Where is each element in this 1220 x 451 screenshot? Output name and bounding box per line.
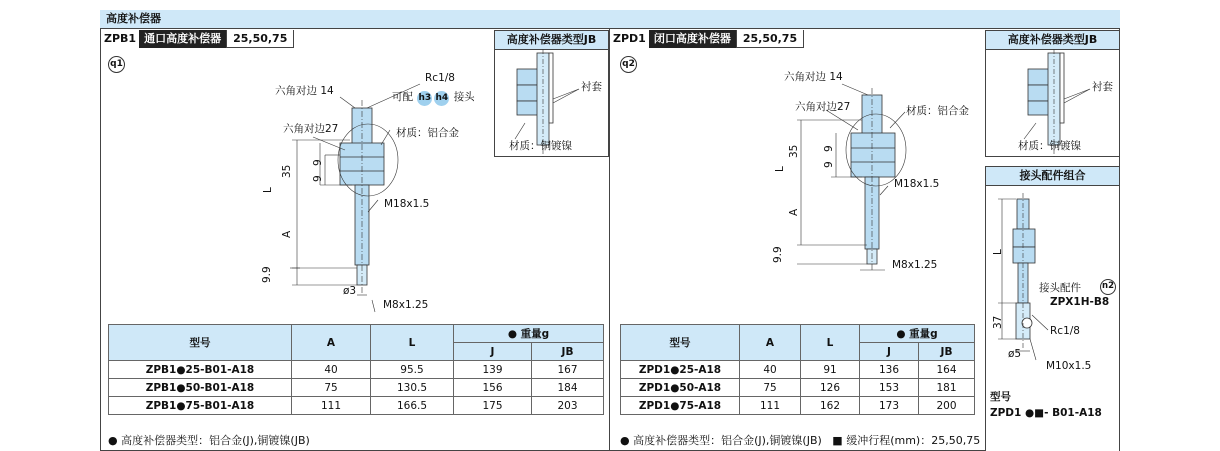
zpd1-th-A: A bbox=[740, 325, 801, 361]
zpb1-jb-material: 材质：铜镀镍 bbox=[509, 140, 572, 152]
fitting-label-text: 接头配件 bbox=[1039, 282, 1081, 294]
zpd1-hex27-label: 六角对边27 bbox=[795, 101, 851, 113]
zpb1-th-weight-label: 重量g bbox=[520, 328, 550, 340]
table-row bbox=[621, 361, 975, 379]
model-code: ZPD1 bbox=[638, 399, 671, 412]
zpd1-dim-A: A bbox=[788, 208, 800, 216]
row-L: 130.5 bbox=[371, 379, 454, 397]
zpd1-m18-label: M18x1.5 bbox=[894, 178, 940, 190]
row-J: 156 bbox=[454, 379, 532, 397]
zpb1-note: ● 高度补偿器类型：铝合金(J),铜镀镍(JB) bbox=[108, 434, 310, 447]
fitting-label bbox=[1039, 280, 1081, 295]
model-suffix: 25-A18 bbox=[679, 363, 722, 376]
zpd1-jb-inset bbox=[985, 30, 1120, 157]
row-A: 75 bbox=[292, 379, 371, 397]
table-row bbox=[621, 379, 975, 397]
zpb1-fit-prefix: 可配 bbox=[392, 91, 413, 103]
zpb1-th-weight: ● 重量g bbox=[454, 325, 604, 343]
model-suffix: 25-B01-A18 bbox=[185, 363, 255, 376]
zpb1-sizes: 25,50,75 bbox=[226, 30, 294, 48]
zpd1-material-label: 材质：铝合金 bbox=[906, 105, 969, 117]
fitting-part: ZPX1H-B8 bbox=[1050, 296, 1110, 308]
zpd1-note: ● 高度补偿器类型：铝合金(J),铜镀镍(JB) ■ 缓冲行程(mm)：25,50,75 bbox=[620, 434, 981, 447]
row-JB: 200 bbox=[919, 397, 975, 415]
fitting-model-suffix: - B01-A18 bbox=[1044, 407, 1102, 419]
row-A: 40 bbox=[740, 361, 801, 379]
row-A: 111 bbox=[740, 397, 801, 415]
row-J: 153 bbox=[860, 379, 919, 397]
zpb1-jb-inset-title: 高度补偿器类型JB bbox=[495, 31, 608, 50]
row-JB: 167 bbox=[532, 361, 604, 379]
row-JB: 181 bbox=[919, 379, 975, 397]
zpd1-th-weight-label: 重量g bbox=[909, 328, 938, 340]
zpd1-jb-material: 材质：铜镀镍 bbox=[1018, 140, 1081, 152]
zpb1-hex14-label: 六角对边 14 bbox=[275, 85, 334, 97]
zpd1-th-J: J bbox=[860, 343, 919, 361]
zpd1-th-JB: JB bbox=[919, 343, 975, 361]
fitting-panel bbox=[985, 166, 1120, 451]
row-J: 136 bbox=[860, 361, 919, 379]
row-L: 91 bbox=[801, 361, 860, 379]
zpd1-spec-table bbox=[620, 324, 975, 415]
model-code: ZPB1 bbox=[145, 399, 177, 412]
zpd1-dim-L: L bbox=[774, 166, 786, 172]
zpb1-dim-9-9: 9.9 bbox=[261, 266, 273, 283]
fitting-model-prefix: ZPD1 bbox=[990, 407, 1022, 419]
fitting-title: 接头配件组合 bbox=[986, 167, 1119, 186]
zpb1-hex27-label: 六角对边27 bbox=[283, 123, 339, 135]
zpd1-dim-9-9: 9.9 bbox=[772, 246, 784, 263]
zpb1-th-A: A bbox=[292, 325, 371, 361]
zpd1-row3-model: ZPD1●75-A18 bbox=[621, 397, 740, 415]
zpd1-row2-model: ZPD1●50-A18 bbox=[621, 379, 740, 397]
fitting-model: ZPD1 ●■- B01-A18 bbox=[990, 407, 1102, 419]
zpd1-sizes: 25,50,75 bbox=[736, 30, 804, 48]
row-A: 75 bbox=[740, 379, 801, 397]
fitting-dim-37: 37 bbox=[992, 315, 1004, 329]
zpb1-dim-L: L bbox=[262, 187, 274, 193]
row-L: 126 bbox=[801, 379, 860, 397]
zpd1-dim-9a: 9 bbox=[823, 145, 835, 152]
zpd1-dim-9b: 9 bbox=[823, 161, 835, 168]
zpb1-th-L: L bbox=[371, 325, 454, 361]
row-A: 111 bbox=[292, 397, 371, 415]
row-L: 95.5 bbox=[371, 361, 454, 379]
zpb1-m8-label: M8x1.25 bbox=[383, 299, 429, 311]
row-J: 173 bbox=[860, 397, 919, 415]
zpd1-jb-sleeve: 衬套 bbox=[1092, 81, 1113, 93]
zpb1-row3-model: ZPB1●75-B01-A18 bbox=[109, 397, 292, 415]
model-suffix: 75-B01-A18 bbox=[185, 399, 255, 412]
row-JB: 203 bbox=[532, 397, 604, 415]
fitting-m10: M10x1.5 bbox=[1046, 360, 1092, 372]
q2-badge: q2 bbox=[620, 56, 637, 73]
zpb1-name: 通口高度补偿器 bbox=[139, 30, 226, 48]
zpb1-fit-suffix: 接头 bbox=[453, 91, 475, 103]
zpd1-name: 闭口高度补偿器 bbox=[649, 30, 736, 48]
zpb1-phi3-label: ø3 bbox=[343, 285, 357, 297]
zpd1-note-type: 高度补偿器类型：铝合金(J),铜镀镍(JB) bbox=[633, 434, 822, 447]
row-L: 162 bbox=[801, 397, 860, 415]
zpb1-dim-A: A bbox=[281, 230, 293, 238]
zpd1-th-model: 型号 bbox=[621, 325, 740, 361]
zpb1-row2-model: ZPB1●50-B01-A18 bbox=[109, 379, 292, 397]
model-code: ZPB1 bbox=[145, 381, 177, 394]
zpd1-jb-inset-title: 高度补偿器类型JB bbox=[986, 31, 1119, 50]
model-code: ZPD1 bbox=[638, 381, 671, 394]
zpb1-code: ZPB1 bbox=[101, 30, 139, 48]
zpb1-row1-model: ZPB1●25-B01-A18 bbox=[109, 361, 292, 379]
zpb1-th-JB: JB bbox=[532, 343, 604, 361]
row-JB: 184 bbox=[532, 379, 604, 397]
model-suffix: 50-A18 bbox=[679, 381, 722, 394]
table-row bbox=[621, 397, 975, 415]
zpd1-hex14-label: 六角对边 14 bbox=[784, 71, 843, 83]
fitting-dim-L: L bbox=[992, 249, 1004, 255]
model-code: ZPD1 bbox=[638, 363, 671, 376]
zpb1-th-model: 型号 bbox=[109, 325, 292, 361]
zpd1-m8-label: M8x1.25 bbox=[892, 259, 938, 271]
fitting-model-label: 型号 bbox=[990, 391, 1011, 403]
h3-badge: h3 bbox=[417, 91, 432, 106]
zpb1-note-text: 高度补偿器类型：铝合金(J),铜镀镍(JB) bbox=[121, 434, 310, 447]
zpd1-code: ZPD1 bbox=[610, 30, 649, 48]
model-suffix: 75-A18 bbox=[679, 399, 722, 412]
zpb1-dim-9b: 9 bbox=[312, 175, 324, 182]
n2-badge: n2 bbox=[1100, 279, 1116, 295]
zpb1-m18-label: M18x1.5 bbox=[384, 198, 430, 210]
zpd1-th-weight: ● 重量g bbox=[860, 325, 975, 343]
zpb1-dim-35: 35 bbox=[281, 164, 293, 178]
q1-badge: q1 bbox=[108, 56, 125, 73]
fitting-drawing bbox=[986, 185, 1119, 405]
row-J: 175 bbox=[454, 397, 532, 415]
zpd1-note-stroke: 缓冲行程(mm)：25,50,75 bbox=[846, 434, 981, 447]
zpd1-th-L: L bbox=[801, 325, 860, 361]
zpb1-material-label: 材质：铝合金 bbox=[396, 127, 459, 139]
zpb1-jb-sleeve: 衬套 bbox=[581, 81, 602, 93]
zpb1-th-J: J bbox=[454, 343, 532, 361]
model-code: ZPB1 bbox=[145, 363, 177, 376]
row-J: 139 bbox=[454, 361, 532, 379]
zpd1-row1-model: ZPD1●25-A18 bbox=[621, 361, 740, 379]
h4-badge: h4 bbox=[434, 91, 449, 106]
row-L: 166.5 bbox=[371, 397, 454, 415]
zpd1-dim-35: 35 bbox=[788, 144, 800, 158]
fitting-rc: Rc1/8 bbox=[1050, 325, 1080, 337]
row-JB: 164 bbox=[919, 361, 975, 379]
fitting-phi5: ø5 bbox=[1008, 348, 1022, 360]
model-suffix: 50-B01-A18 bbox=[185, 381, 255, 394]
zpb1-rc-label: Rc1/8 bbox=[425, 72, 455, 84]
row-A: 40 bbox=[292, 361, 371, 379]
zpb1-dim-9a: 9 bbox=[312, 159, 324, 166]
section-header: 高度补偿器 bbox=[100, 10, 1120, 29]
